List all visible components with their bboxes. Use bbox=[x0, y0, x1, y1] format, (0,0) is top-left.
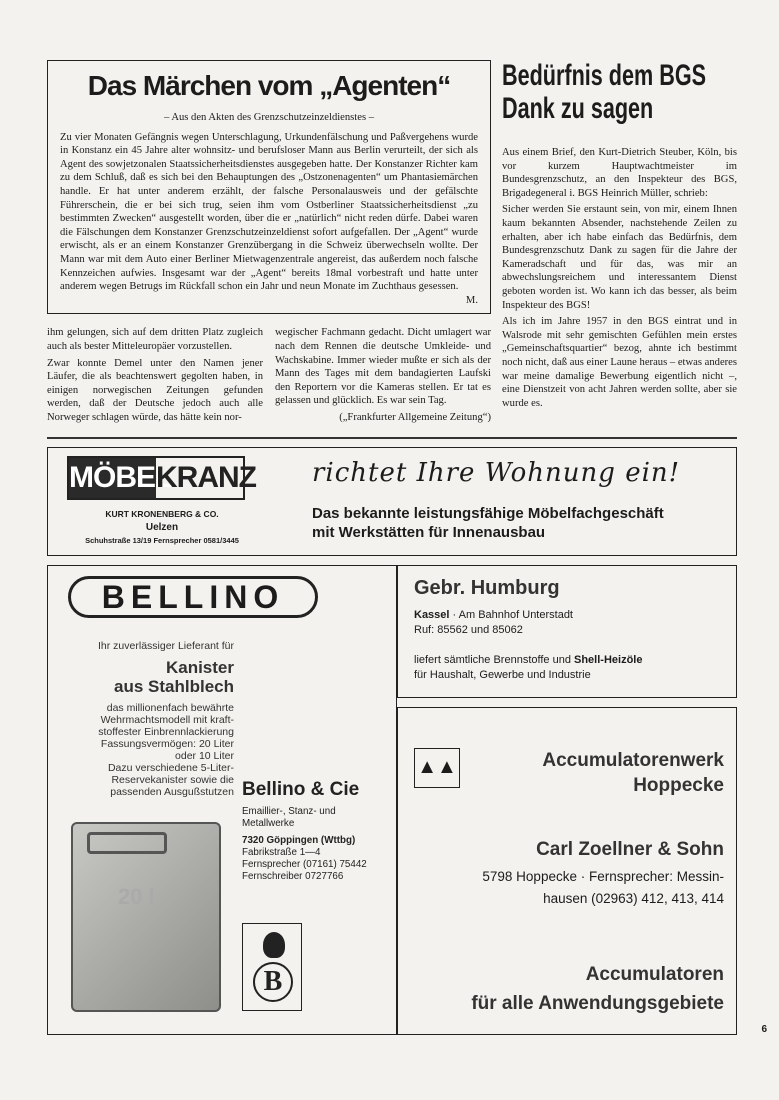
bear-logo-letter: B bbox=[253, 962, 293, 1002]
accu-contact-1: 5798 Hoppecke · Fernsprecher: Messin- bbox=[482, 869, 724, 885]
kranz-city: Uelzen bbox=[145, 522, 179, 534]
bottom-section bbox=[47, 565, 767, 1036]
accu-title-2: Hoppecke bbox=[633, 775, 724, 797]
kranz-logo-right: KRANZ bbox=[156, 461, 256, 495]
continuation-source: („Frankfurter Allgemeine Zeitung“) bbox=[339, 411, 491, 423]
kranz-logo bbox=[67, 456, 256, 500]
trees-logo: ▲▲ bbox=[414, 748, 460, 788]
canister-label: 20 l bbox=[118, 884, 155, 910]
kranz-tagline-2: mit Werkstätten für Innenausbau bbox=[312, 524, 546, 542]
continuation-column-1 bbox=[47, 326, 263, 427]
canister-handle bbox=[87, 832, 167, 854]
bellino-telex: Fernschreiber 0727766 bbox=[242, 871, 344, 883]
article-agent-box bbox=[47, 60, 491, 314]
page-number: 6 bbox=[761, 1024, 767, 1036]
kranz-tagline-1: Das bekannte leistungsfähige Möbelfachgeschäft bbox=[312, 505, 664, 523]
humburg-name: Gebr. Humburg bbox=[414, 577, 560, 600]
humburg-line-1 bbox=[414, 653, 720, 668]
continuation-paragraph: ihm gelungen, sich auf dem dritten Platz zugleich auch als bester Mitteleuropäer vorzustellen. bbox=[47, 327, 263, 352]
article-bgs-paragraph: Aus einem Brief, den Kurt-Dietrich Steuber, Köln, bis vor kurzem Hauptwachtmeister im Bundesgrenzschutz, an den Inspekteur des BGS, Brigadegeneral i. BGS Heinrich Müller, schrieb: bbox=[502, 147, 737, 199]
article-bgs-title-2: Dank zu sagen bbox=[502, 92, 654, 125]
humburg-phone: Ruf: 85562 und 85062 bbox=[414, 624, 523, 637]
humburg-line-2: für Haushalt, Gewerbe und Industrie bbox=[414, 669, 591, 682]
article-agent-subtitle: – Aus den Akten des Grenzschutzeinzeldienstes – bbox=[163, 112, 375, 123]
bellino-desc-line: Dazu verschiedene 5-Liter- bbox=[107, 762, 234, 775]
bellino-desc-line: passenden Ausgußstutzen bbox=[110, 786, 234, 799]
article-bgs-paragraph: Sicher werden Sie erstaunt sein, von mir, einem Ihnen kaum bekannten Absender, nachstehende Zeilen zu erhalten, aber ich habe einfach das Bedürfnis, dem Bundesgrenzschutz Dank zu sagen für die Jahre der Kameradschaft und für das, was mir an abwechslungsreichem und interessantem Dienst geboten worden ist. Wo kann ich das besser, als beim Inspekteur des BGS! bbox=[502, 204, 737, 311]
top-section bbox=[47, 60, 737, 427]
ad-humburg bbox=[397, 565, 737, 698]
bellino-headline-2: aus Stahlblech bbox=[114, 677, 234, 697]
humburg-address bbox=[414, 608, 720, 623]
humburg-city: Kassel bbox=[414, 609, 450, 622]
article-bgs-title-1: Bedürfnis dem BGS bbox=[502, 59, 707, 92]
ad-accumulatoren bbox=[397, 707, 737, 1035]
ad-bellino bbox=[47, 565, 397, 1035]
article-agent-title: Das Märchen vom „Agenten“ bbox=[87, 70, 451, 101]
article-agent-signature: M. bbox=[465, 294, 478, 306]
bellino-street: Fabrikstraße 1—4 bbox=[242, 847, 321, 859]
kranz-logo-left: MÖBEL bbox=[69, 458, 156, 498]
article-agent-body: Zu vier Monaten Gefängnis wegen Unterschlagung, Urkundenfälschung und Paßvergehens wurde in Konstanz ein 45 Jahre alter wohnsitz- und berufsloser Mann aus Berlin verurteilt, der sich als Agent des sowjetzonalen Staatssicherheitsdienstes ausgegeben hatte. Der Konstanzer Richter kam zu dem Schluß, daß es sich bei den Behauptungen des „Ostzonenagenten“ um Phantasiemärchen handle. Er hat unter anderem erzählt, der falsche Personalausweis und der gefälschte Führerschein, die er bei sich trug, seien ihm vom Ostberliner Staatssicherheitsdienst „zu bestimmten Zwecken“ ausgestellt worden, über die er „natürlich“ nicht reden dürfe. Dabei waren die Fälschungen dem Konstanzer Grenzschutzeinzeldienst sofort aufgefallen. Der „Agent“ wurde erwischt, als er an einem Konstanzer Grenzübergang in die Schweiz überwechseln wollte. Der Mann war mit dem Auto einer Berliner Mietwagenzentrale angereist, das außerdem noch falsche Kennzeichen aufwies. Insgesamt war der „Agent“ bereits 18mal vorbestraft und hatte unter anderem wegen Betrugs im Rückfall schon ein Jahr und neun Monate im Zuchthaus gesessen. bbox=[60, 131, 478, 293]
ad-moebel-kranz bbox=[47, 447, 737, 556]
humburg-text: liefert sämtliche Brennstoffe und bbox=[414, 654, 574, 667]
bellino-phone: Fernsprecher (07161) 75442 bbox=[242, 859, 367, 871]
bellino-desc-line: Fassungsvermögen: 20 Liter bbox=[100, 738, 234, 751]
bellino-desc-line: stoffester Einbrennlackierung bbox=[98, 726, 234, 739]
continuation bbox=[47, 326, 491, 427]
continuation-paragraph: wegischer Fachmann gedacht. Dicht umlagert war nach dem Rennen die deutsche Umkleide- und Wachskabine. Immer wieder mußte er sich als der Mann des Tages mit dem bandagierten Laufski den Reportern vor die Kameras stellen. Er tat es gelassen und glücklich. Es war sein Tag. bbox=[275, 327, 491, 407]
accu-title-1: Accumulatorenwerk bbox=[542, 750, 724, 772]
bellino-company: Bellino & Cie bbox=[242, 779, 360, 801]
bellino-desc-line: Reservekanister sowie die bbox=[111, 774, 234, 787]
left-column bbox=[47, 60, 491, 427]
humburg-street: · Am Bahnhof Unterstadt bbox=[449, 609, 573, 622]
divider bbox=[47, 437, 737, 439]
bellino-desc-line: Wehrmachtsmodell mit kraft- bbox=[100, 714, 234, 727]
accu-product-1: Accumulatoren bbox=[585, 964, 724, 986]
continuation-column-2 bbox=[275, 326, 491, 427]
humburg-shell: Shell-Heizöle bbox=[574, 654, 643, 667]
bellino-type: Emaillier-, Stanz- und Metallwerke bbox=[242, 806, 336, 830]
accu-contact-2: hausen (02963) 412, 413, 414 bbox=[543, 891, 724, 907]
kranz-slogan: richtet Ihre Wohnung ein! bbox=[312, 458, 681, 489]
article-bgs-paragraph: Als ich im Jahre 1957 in den BGS eintrat und in Walsrode mit sehr gemischten Gefühlen mein erstes „Gemeinschaftsquartier“ bezog, ahnte ich bestimmt noch nicht, daß aus einer Laune heraus – etwas anderes war meine damalige Bewerbung eigentlich nicht –, eine Dienstzeit von acht Jahren werden sollte, aber sie wurde es. bbox=[502, 316, 737, 409]
bellino-desc-line: oder 10 Liter bbox=[175, 750, 234, 763]
bellino-intro: Ihr zuverlässiger Lieferant für bbox=[98, 640, 234, 653]
article-bgs bbox=[502, 60, 737, 427]
bear-logo bbox=[242, 923, 302, 1011]
kranz-company: KURT KRONENBERG & CO. bbox=[105, 509, 219, 520]
continuation-paragraph: Zwar konnte Demel unter den Namen jener Läufer, die als beachtenswert gegolten haben, in einigen norwegischen Zeitungen gefunden werden, daß der Deutsche jedoch auch alle Norweger schlagen würde, das hätte kein nor- bbox=[47, 357, 263, 423]
accu-company: Carl Zoellner & Sohn bbox=[536, 839, 724, 861]
canister-image bbox=[71, 822, 221, 1012]
bellino-logo: BELLINO bbox=[68, 576, 318, 618]
bellino-headline-1: Kanister bbox=[165, 658, 234, 678]
bellino-city: 7320 Göppingen (Wttbg) bbox=[242, 835, 356, 847]
bellino-desc-line: das millionenfach bewährte bbox=[106, 702, 234, 715]
accu-product-2: für alle Anwendungsgebiete bbox=[471, 993, 724, 1015]
kranz-address: Schuhstraße 13/19 Fernsprecher 0581/3445 bbox=[85, 536, 239, 546]
bear-head-icon bbox=[263, 932, 285, 958]
